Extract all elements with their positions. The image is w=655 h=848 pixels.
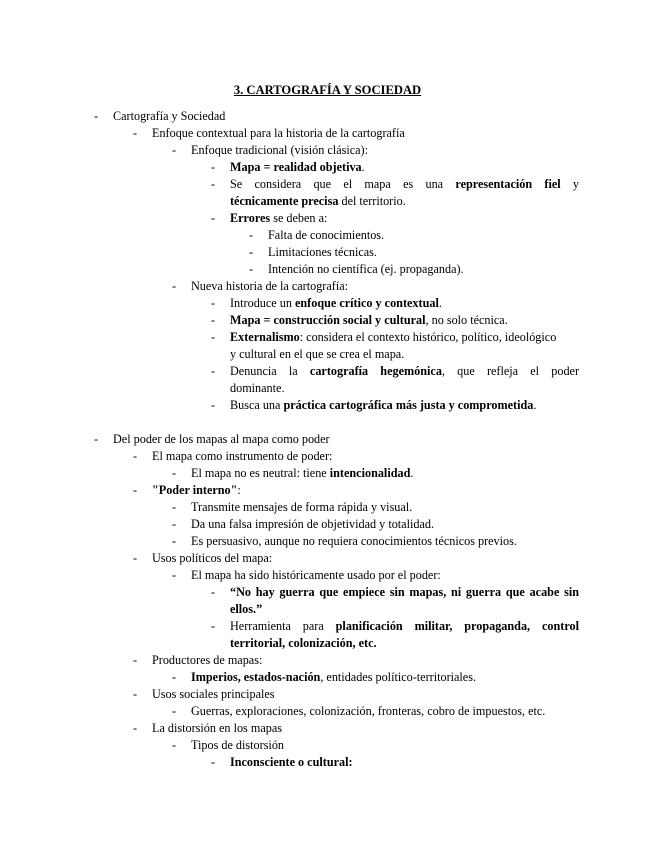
bullet-dash: - bbox=[94, 432, 99, 446]
item-text: y bbox=[572, 177, 580, 191]
bold-text: enfoque crítico y contextual bbox=[294, 296, 439, 310]
bullet-dash: - bbox=[211, 755, 216, 769]
bold-text: planificación militar, propaganda, control bbox=[335, 619, 579, 633]
bold-text: "Poder interno" bbox=[152, 483, 238, 497]
list-item-nueva-historia bbox=[172, 278, 349, 295]
bullet-dash: - bbox=[133, 687, 138, 701]
item-text: Da una falsa impresión de objetividad y totalidad. bbox=[191, 517, 435, 531]
item-text: . bbox=[438, 296, 442, 310]
list-item-enfoque-tradicional bbox=[172, 142, 368, 159]
bullet-dash: - bbox=[172, 534, 177, 548]
item-text: , entidades político-territoriales. bbox=[320, 670, 477, 684]
item-text: Busca una bbox=[230, 398, 284, 412]
list-item-neutral bbox=[172, 465, 414, 482]
bullet-dash: - bbox=[172, 517, 177, 531]
item-text: Transmite mensajes de forma rápida y visual. bbox=[191, 500, 413, 514]
list-item-tipos bbox=[172, 737, 285, 754]
item-text: El mapa ha sido históricamente usado por el poder: bbox=[191, 568, 441, 582]
bullet-dash: - bbox=[211, 398, 216, 412]
item-text: : considera el contexto histórico, político, ideológico bbox=[299, 330, 557, 344]
item-text: Se considera que el mapa es una bbox=[230, 177, 444, 191]
list-item-representacion-fiel bbox=[211, 176, 580, 193]
bullet-dash: - bbox=[211, 619, 216, 633]
item-text: El mapa no es neutral: tiene bbox=[191, 466, 330, 480]
item-text: Usos sociales principales bbox=[152, 687, 275, 701]
list-item-externalismo bbox=[211, 329, 557, 346]
bullet-dash: - bbox=[249, 262, 254, 276]
item-text: El mapa como instrumento de poder: bbox=[152, 449, 333, 463]
bullet-dash: - bbox=[249, 245, 254, 259]
list-item-poder-interno bbox=[133, 482, 241, 499]
bullet-dash: - bbox=[172, 670, 177, 684]
bold-text: intencionalidad bbox=[329, 466, 411, 480]
bullet-dash: - bbox=[211, 364, 216, 378]
list-item-cita bbox=[211, 584, 579, 601]
list-item-imperios bbox=[172, 669, 477, 686]
bullet-dash: - bbox=[211, 211, 216, 225]
item-text: Falta de conocimientos. bbox=[268, 228, 385, 242]
bold-text: territorial, colonización, etc. bbox=[230, 636, 377, 650]
bold-text: Mapa = realidad objetiva bbox=[230, 160, 362, 174]
list-item-denuncia bbox=[211, 363, 580, 380]
item-text: . bbox=[410, 466, 414, 480]
list-item-limitaciones bbox=[249, 244, 377, 261]
list-item-productores bbox=[133, 652, 263, 669]
list-item-falta bbox=[249, 227, 385, 244]
list-item-instrumento bbox=[133, 448, 333, 465]
bullet-dash: - bbox=[133, 126, 138, 140]
item-text: : bbox=[237, 483, 241, 497]
item-text: Enfoque contextual para la historia de la cartografía bbox=[152, 126, 405, 140]
bullet-dash: - bbox=[249, 228, 254, 242]
item-text: Introduce un bbox=[230, 296, 295, 310]
list-item-intencion bbox=[249, 261, 464, 278]
list-item-historicamente bbox=[172, 567, 441, 584]
list-item-usos-politicos bbox=[133, 550, 273, 567]
bullet-dash: - bbox=[211, 177, 216, 191]
list-item-inconsciente bbox=[211, 754, 353, 771]
item-text: del territorio. bbox=[338, 194, 406, 208]
item-text: Nueva historia de la cartografía: bbox=[191, 279, 349, 293]
list-item-herramienta bbox=[211, 618, 579, 635]
item-text: dominante. bbox=[230, 381, 285, 395]
bullet-dash: - bbox=[172, 143, 177, 157]
item-text: . bbox=[361, 160, 365, 174]
bold-text: Errores bbox=[230, 211, 271, 225]
bold-text: Mapa = construcción social y cultural bbox=[230, 313, 426, 327]
bold-text: “No hay guerra que empiece sin mapas, ni guerra que acabe sin bbox=[230, 585, 579, 599]
list-item-distorsion bbox=[133, 720, 282, 737]
list-item-usos-sociales bbox=[133, 686, 275, 703]
bold-text: Externalismo bbox=[230, 330, 300, 344]
item-text: Herramienta para bbox=[230, 619, 324, 633]
item-text: . bbox=[533, 398, 537, 412]
bullet-dash: - bbox=[133, 483, 138, 497]
item-text: Es persuasivo, aunque no requiera conocimientos técnicos previos. bbox=[191, 534, 517, 548]
bullet-dash: - bbox=[172, 279, 177, 293]
bold-text: Imperios, estados-nación bbox=[191, 670, 321, 684]
item-text: y cultural en el que se crea el mapa. bbox=[230, 347, 405, 361]
list-item-mapa-realidad bbox=[211, 159, 365, 176]
bold-text: ellos.” bbox=[230, 602, 263, 616]
bullet-dash: - bbox=[172, 704, 177, 718]
bullet-dash: - bbox=[172, 500, 177, 514]
list-item-persuasivo bbox=[172, 533, 517, 550]
list-item-continuation bbox=[230, 346, 404, 363]
bullet-dash: - bbox=[211, 296, 216, 310]
bullet-dash: - bbox=[133, 551, 138, 565]
page-title: 3. CARTOGRAFÍA Y SOCIEDAD bbox=[233, 83, 422, 97]
section-heading: Cartografía y Sociedad bbox=[113, 109, 226, 123]
list-item-continuation bbox=[230, 601, 262, 618]
list-item-introduce bbox=[211, 295, 442, 312]
list-item-poder-mapas bbox=[94, 431, 330, 448]
bullet-dash: - bbox=[133, 653, 138, 667]
bullet-dash: - bbox=[211, 330, 216, 344]
item-text: Guerras, exploraciones, colonización, fronteras, cobro de impuestos, etc. bbox=[191, 704, 546, 718]
item-text: Usos políticos del mapa: bbox=[152, 551, 273, 565]
list-item-continuation bbox=[230, 635, 377, 652]
bullet-dash: - bbox=[172, 466, 177, 480]
list-item-errores bbox=[211, 210, 328, 227]
section-heading: Del poder de los mapas al mapa como poder bbox=[113, 432, 330, 446]
bold-text: práctica cartográfica más justa y comprometida bbox=[283, 398, 534, 412]
item-text: se deben a: bbox=[270, 211, 328, 225]
item-text: Enfoque tradicional (visión clásica): bbox=[191, 143, 368, 157]
bullet-dash: - bbox=[211, 160, 216, 174]
bullet-dash: - bbox=[172, 738, 177, 752]
bullet-dash: - bbox=[211, 313, 216, 327]
item-text: Limitaciones técnicas. bbox=[268, 245, 377, 259]
bold-text: Inconsciente o cultural: bbox=[230, 755, 353, 769]
list-item-continuation bbox=[230, 380, 285, 397]
bullet-dash: - bbox=[133, 721, 138, 735]
list-item-busca bbox=[211, 397, 537, 414]
bold-text: representación fiel bbox=[455, 177, 561, 191]
list-item-falsa-impresion bbox=[172, 516, 435, 533]
bullet-dash: - bbox=[133, 449, 138, 463]
bullet-dash: - bbox=[94, 109, 99, 123]
list-item-cartografia-sociedad bbox=[94, 108, 226, 125]
item-text: , no solo técnica. bbox=[425, 313, 508, 327]
bold-text: cartografía hegemónica bbox=[309, 364, 442, 378]
bullet-dash: - bbox=[211, 585, 216, 599]
list-item-guerras bbox=[172, 703, 546, 720]
item-text: Intención no científica (ej. propaganda). bbox=[268, 262, 464, 276]
item-text: , que refleja el poder bbox=[441, 364, 580, 378]
item-text: Denuncia la bbox=[230, 364, 298, 378]
list-item-construccion bbox=[211, 312, 508, 329]
list-item-enfoque-contextual bbox=[133, 125, 405, 142]
item-text: Productores de mapas: bbox=[152, 653, 263, 667]
bold-text: técnicamente precisa bbox=[230, 194, 339, 208]
item-text: La distorsión en los mapas bbox=[152, 721, 282, 735]
list-item-transmite bbox=[172, 499, 413, 516]
list-item-continuation bbox=[230, 193, 406, 210]
item-text: Tipos de distorsión bbox=[191, 738, 285, 752]
bullet-dash: - bbox=[172, 568, 177, 582]
